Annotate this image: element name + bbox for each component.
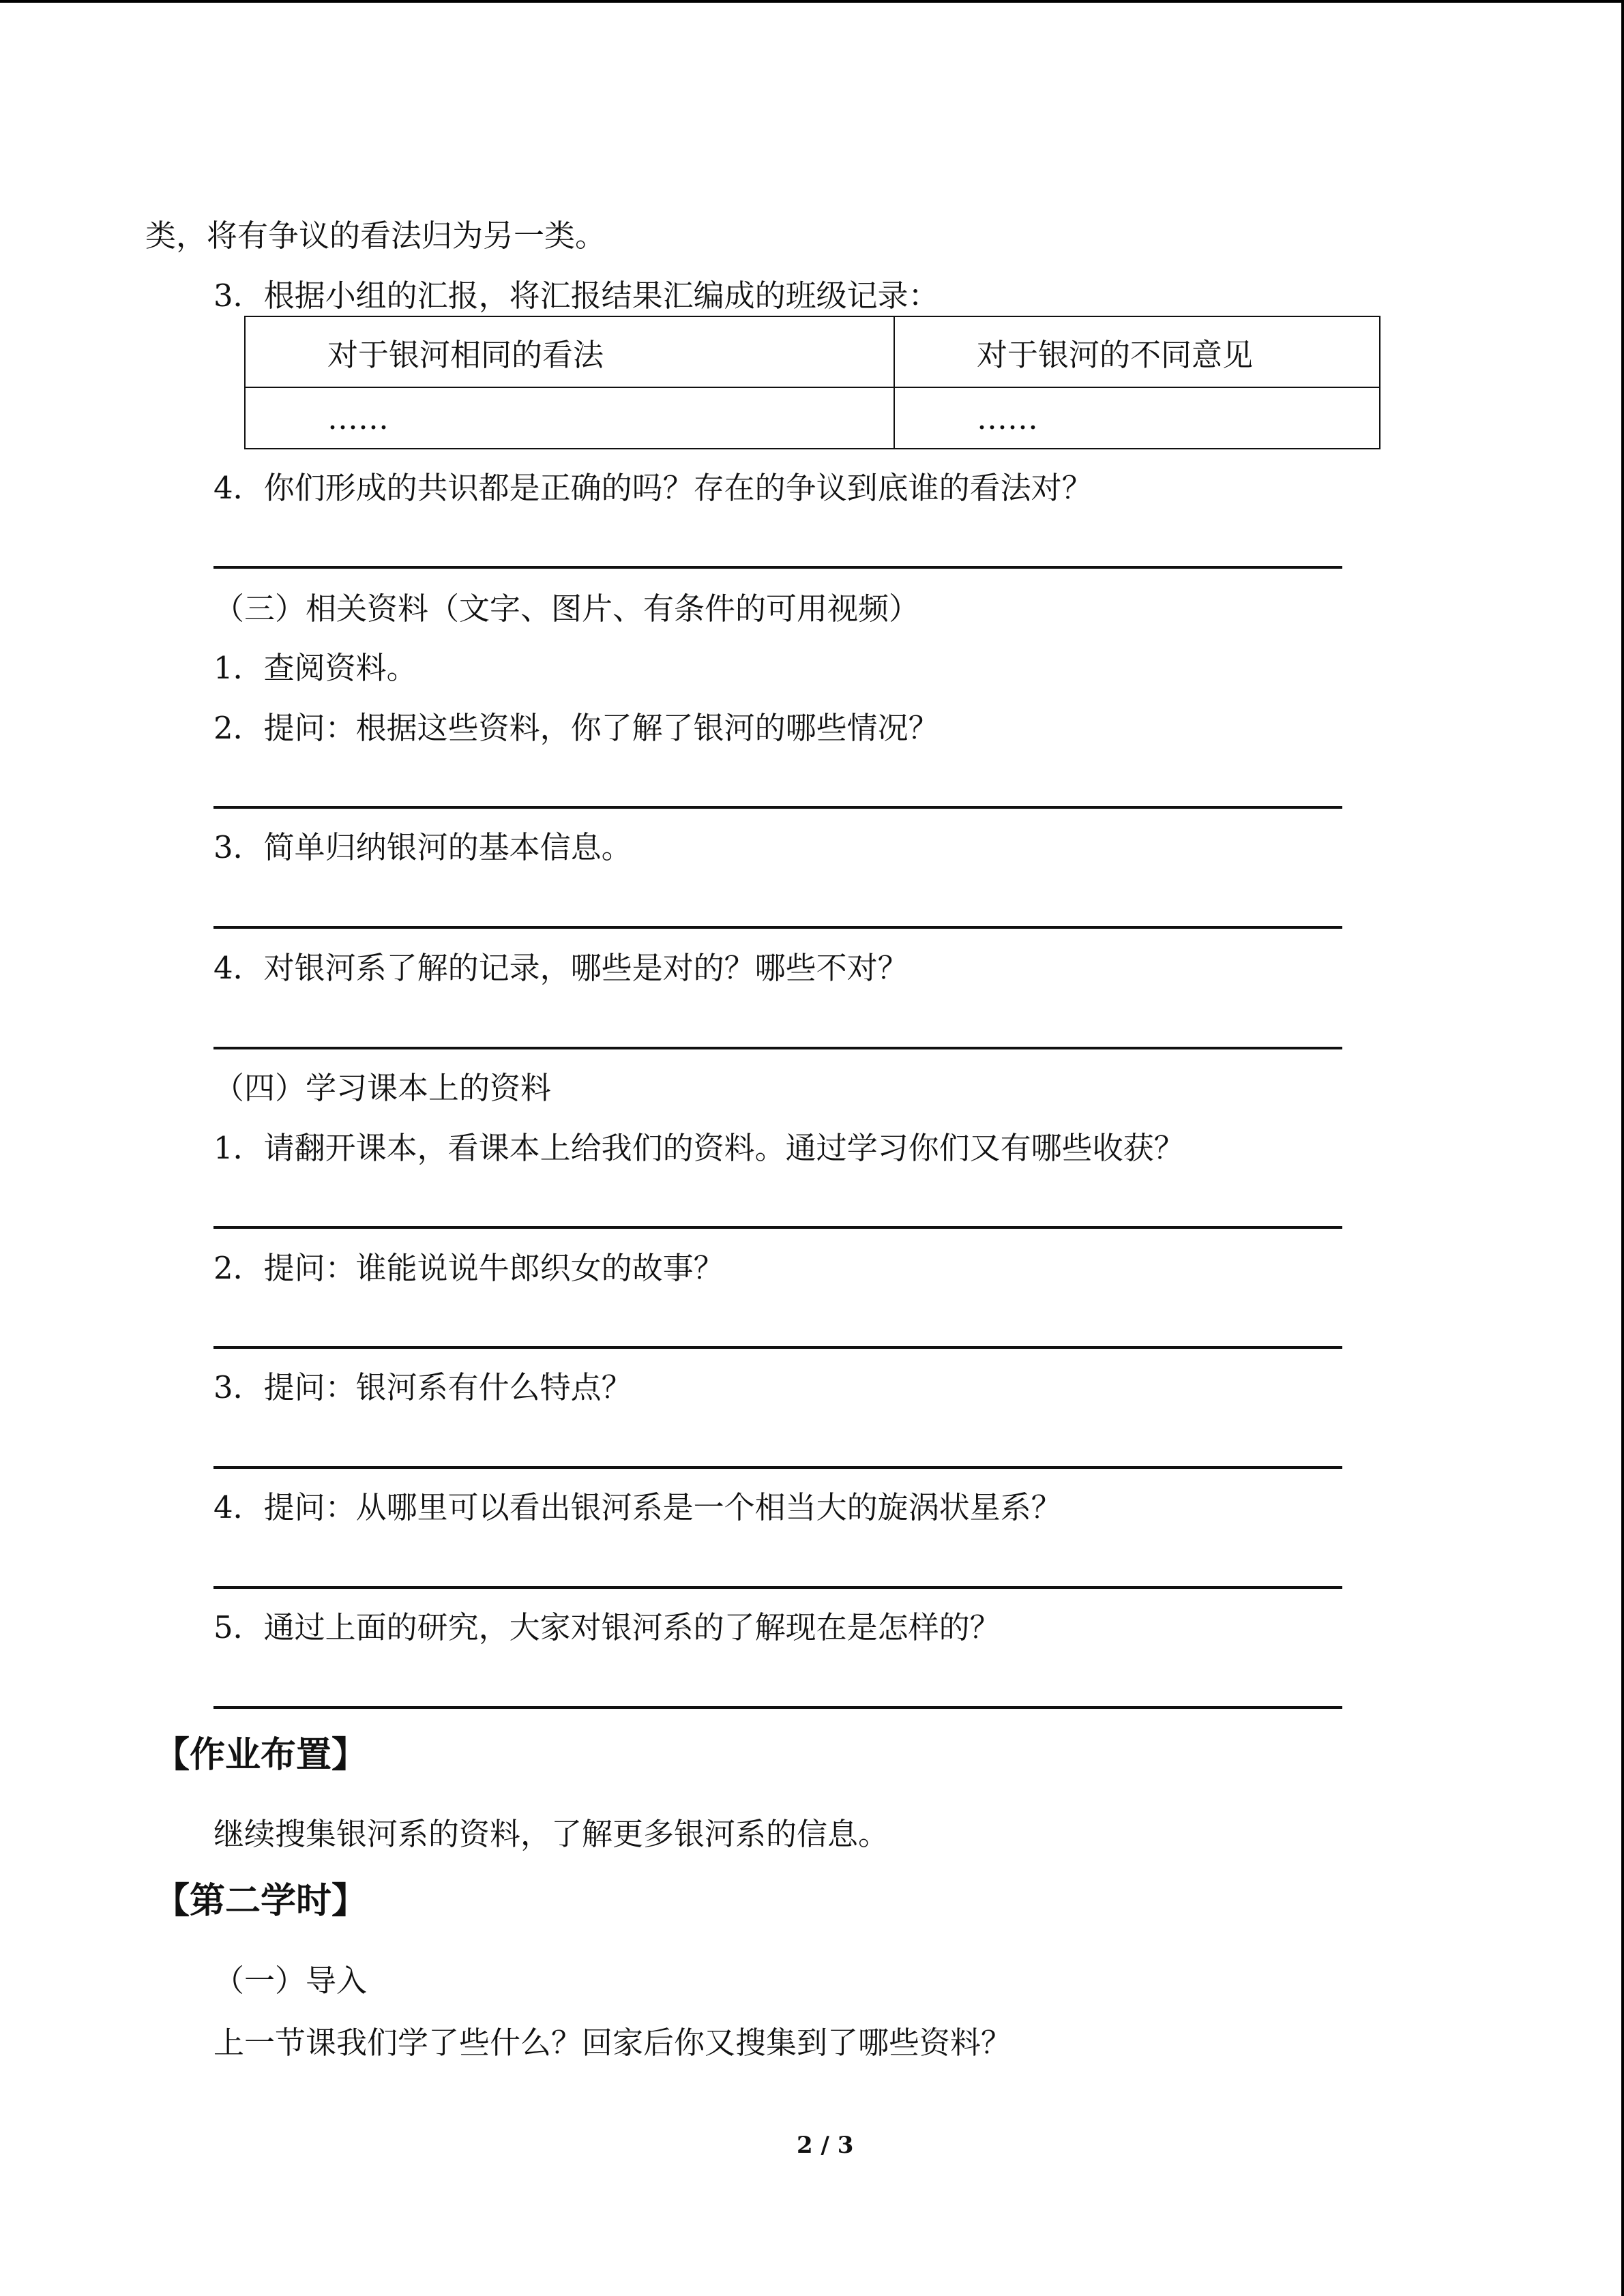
answer-line [213, 1226, 1342, 1229]
text-line: 3．提问：银河系有什么特点？ [213, 1369, 632, 1405]
answer-line [213, 1466, 1342, 1469]
table-row [245, 316, 1380, 387]
answer-line [213, 1706, 1342, 1709]
answer-line [213, 926, 1342, 929]
text-line: 4．你们形成的共识都是正确的吗？存在的争议到底谁的看法对？ [213, 470, 1093, 506]
answer-line [213, 1586, 1342, 1589]
text-line: 3．根据小组的汇报，将汇报结果汇编成的班级记录： [213, 278, 939, 314]
page-border-top [0, 0, 1624, 3]
answer-line [213, 1047, 1342, 1049]
answer-line [213, 566, 1342, 569]
text-line: 继续搜集银河系的资料，了解更多银河系的信息。 [213, 1816, 889, 1852]
text-line: 5．通过上面的研究，大家对银河系的了解现在是怎样的？ [213, 1609, 1001, 1645]
table-cell: …… [245, 387, 894, 449]
section-title: （四）学习课本上的资料 [213, 1070, 552, 1106]
page-number: 2 / 3 [797, 2132, 854, 2159]
text-line: 2．提问：根据这些资料，你了解了银河的哪些情况？ [213, 710, 939, 746]
text-line: 4．对银河系了解的记录，哪些是对的？哪些不对？ [213, 950, 909, 986]
class-record-table [244, 316, 1381, 449]
text-line: 类，将有争议的看法归为另一类。 [145, 218, 606, 254]
text-line: 1．请翻开课本，看课本上给我们的资料。通过学习你们又有哪些收获？ [213, 1130, 1185, 1166]
text-line: 1．查阅资料。 [213, 650, 417, 686]
table-header-cell: 对于银河的不同意见 [894, 316, 1380, 387]
text-line: 4．提问：从哪里可以看出银河系是一个相当大的旋涡状星系？ [213, 1489, 1062, 1525]
heading-homework: 【作业布置】 [154, 1734, 368, 1776]
answer-line [213, 806, 1342, 809]
page-border-right [1621, 0, 1624, 2296]
text-line: 2．提问：谁能说说牛郎织女的故事？ [213, 1250, 724, 1286]
answer-line [213, 1346, 1342, 1349]
table-cell: …… [894, 387, 1380, 449]
table-row [245, 387, 1380, 449]
table-header-cell: 对于银河相同的看法 [245, 316, 894, 387]
section-title: （一）导入 [213, 1963, 368, 1999]
text-line: 3．简单归纳银河的基本信息。 [213, 829, 632, 865]
text-line: 上一节课我们学了些什么？回家后你又搜集到了哪些资料？ [213, 2025, 1012, 2061]
section-title: （三）相关资料（文字、图片、有条件的可用视频） [213, 591, 920, 627]
heading-second-period: 【第二学时】 [154, 1880, 368, 1922]
